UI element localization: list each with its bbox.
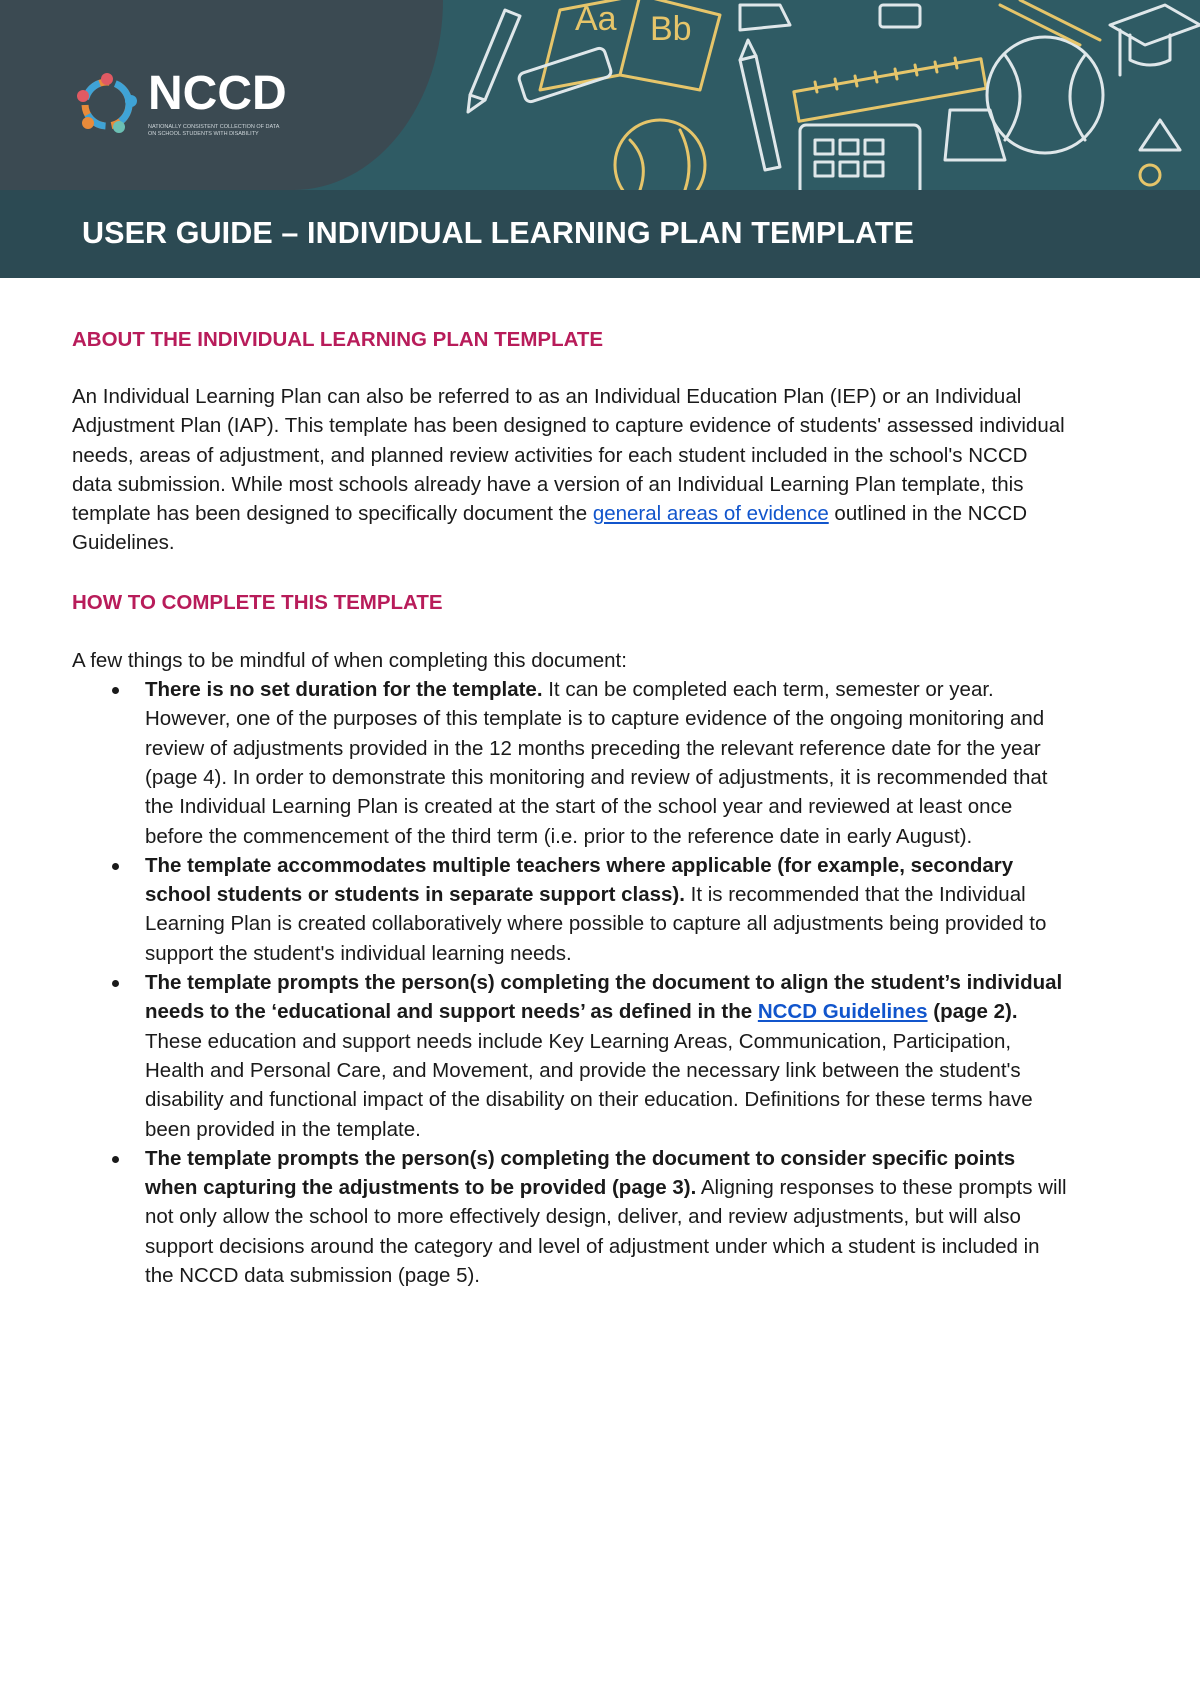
nccd-guidelines-link[interactable] — [758, 1000, 928, 1023]
general-areas-of-evidence-link[interactable]: general areas of evidence — [592, 502, 829, 526]
document-body — [72, 326, 1072, 1290]
about-paragraph — [72, 382, 1072, 558]
book-icon — [540, 0, 720, 90]
logo-wordmark: NCCD — [148, 67, 287, 120]
logo-tagline: NATIONALLY CONSISTENT COLLECTION OF DATA ON SCHOOL STUDENTS WITH DISABILITY — [148, 124, 280, 137]
bullet2-bold: The template accommodates multiple teachers where applicable (for example, secondary school students or students in separate support class). — [145, 853, 1014, 907]
how-to-intro: A few things to be mindful of when completing this document: — [72, 648, 627, 672]
about-text-part2: outlined in the NCCD Guidelines. — [72, 502, 1027, 555]
section-heading-how-to: HOW TO COMPLETE THIS TEMPLATE — [72, 590, 443, 614]
list-item — [145, 968, 1072, 1144]
list-item — [145, 851, 1072, 968]
bullet3-bold: The template prompts the person(s) completing the document to align the student’s individual needs to the ‘educational and support needs’ as defined in the — [145, 971, 1063, 1024]
bullet4-text: Aligning responses to these prompts will not only allow the school to more effectively design, deliver, and review adjustments, but will also support decisions around the category and level of adjustment under which a student is included in the NCCD data submission (page 5). — [145, 1176, 1067, 1288]
bullet-icon — [112, 1156, 119, 1163]
svg-text:Aa: Aa — [575, 0, 617, 38]
svg-text:Bb: Bb — [650, 10, 692, 48]
page-title: USER GUIDE – INDIVIDUAL LEARNING PLAN TEMPLATE — [82, 216, 915, 250]
bullet3-text: These education and support needs include Key Learning Areas, Communication, Participation, Health and Personal Care, and Movement, and provide the necessary link between the student's disability and functional impact of the disability on their education. Definitions for these terms have been provided in the template. — [145, 1029, 1033, 1141]
bullet2-text: It is recommended that the Individual Learning Plan is created collaboratively where possible to capture all adjustments being provided to support the student's individual learning needs. — [145, 883, 1047, 965]
bullet1-text: It can be completed each term, semester or year. However, one of the purposes of this template is to capture evidence of the ongoing monitoring and review of adjustments provided in the 12 months preceding the relevant reference date for the year (page 4). In order to demonstrate this monitoring and review of adjustments, it is recommended that the Individual Learning Plan is created at the start of the school year and reviewed at least once before the commencement of the third term (i.e. prior to the reference date in early August). — [145, 678, 1048, 848]
bullet-icon — [112, 687, 119, 694]
nccd-guidelines-link-text: NCCD Guidelines — [757, 1000, 928, 1024]
section-heading-about: ABOUT THE INDIVIDUAL LEARNING PLAN TEMPLATE — [72, 328, 604, 351]
bullet1-bold: There is no set duration for the template. — [145, 678, 543, 702]
bullet-icon — [112, 863, 119, 870]
list-item — [145, 675, 1072, 851]
bullet3-bold-page: (page 2). — [927, 1000, 1018, 1024]
pencil-icon — [468, 10, 520, 112]
ruler-icon — [794, 58, 986, 121]
bullet-icon — [112, 980, 119, 987]
nccd-logo — [74, 67, 287, 138]
globe-icon — [615, 120, 705, 190]
eraser-icon — [518, 47, 613, 103]
pencil-icon — [740, 40, 780, 170]
calculator-icon — [800, 125, 920, 190]
baseball-icon — [987, 37, 1103, 153]
nccd-logo-mark-icon — [74, 71, 140, 137]
guidance-list — [72, 675, 1072, 1290]
about-text-part1: An Individual Learning Plan can also be referred to as an Individual Education Plan (IEP) or an Individual Adjustment Plan (IAP). This template has been designed to capture evidence of students' assessed individual needs, areas of adjustment, and planned review activities for each student included in the school's NCCD data submission. While most schools already have a version of an Individual Learning Plan template, this template has been designed to specifically document the — [72, 385, 1065, 526]
header-banner — [0, 0, 1200, 190]
list-item — [145, 1144, 1072, 1290]
bullet4-bold: The template prompts the person(s) completing the document to consider specific points when capturing the adjustments to be provided (page 3). — [145, 1146, 1016, 1200]
graduation-cap-icon — [1110, 5, 1200, 75]
